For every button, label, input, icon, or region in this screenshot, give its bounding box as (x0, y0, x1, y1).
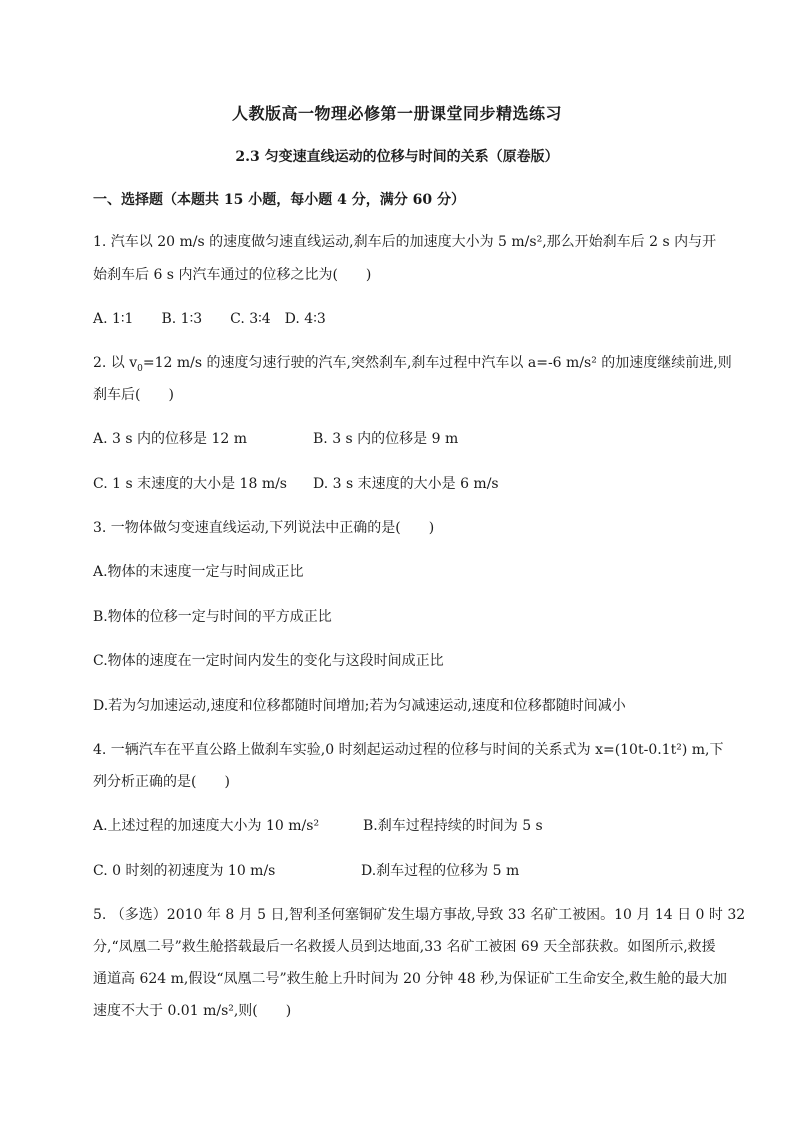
question-1-line-1: 1. 汽车以 20 m/s 的速度做匀速直线运动,刹车后的加速度大小为 5 m/s²,那么开始刹车后 2 s 内与开 (93, 234, 717, 250)
question-2-option-c: C. 1 s 末速度的大小是 18 m/s (93, 476, 287, 492)
document-subtitle: 2.3 匀变速直线运动的位移与时间的关系（原卷版） (235, 149, 559, 165)
question-2-option-d: D. 3 s 末速度的大小是 6 m/s (313, 476, 499, 492)
question-3-option-a: A.物体的末速度一定与时间成正比 (93, 564, 304, 580)
question-4-option-b: B.刹车过程持续的时间为 5 s (363, 818, 543, 834)
question-2-option-b: B. 3 s 内的位移是 9 m (313, 431, 459, 447)
question-4-option-d: D.刹车过程的位移为 5 m (361, 863, 520, 879)
section-heading: 一、选择题（本题共 15 小题，每小题 4 分，满分 60 分） (93, 192, 465, 208)
question-2-option-a: A. 3 s 内的位移是 12 m (93, 431, 247, 447)
question-5-line-1: 5. （多选）2010 年 8 月 5 日,智利圣何塞铜矿发生塌方事故,导致 33 名矿工被困。10 月 14 日 0 时 32 (93, 907, 746, 923)
question-2-line-1 (93, 353, 732, 373)
question-3-option-b: B.物体的位移一定与时间的平方成正比 (93, 609, 332, 625)
question-4-option-c: C. 0 时刻的初速度为 10 m/s (93, 863, 276, 879)
question-4-option-a: A.上述过程的加速度大小为 10 m/s² (93, 818, 320, 834)
question-1-options: A. 1∶1 B. 1∶3 C. 3∶4 D. 4∶3 (93, 311, 326, 327)
question-3-option-d: D.若为匀加速运动,速度和位移都随时间增加;若为匀减速运动,速度和位移都随时间减小 (93, 698, 626, 714)
question-2-subscript: 0 (137, 363, 143, 374)
question-5-line-2: 分,“凤凰二号”救生舱搭载最后一名救援人员到达地面,33 名矿工被困 69 天全部获救。如图所示,救援 (93, 939, 716, 955)
question-3-option-c: C.物体的速度在一定时间内发生的变化与这段时间成正比 (93, 653, 444, 669)
question-4-line-1: 4. 一辆汽车在平直公路上做刹车实验,0 时刻起运动过程的位移与时间的关系式为 x=(10t-0.1t²) m,下 (93, 742, 724, 758)
question-5-line-4: 速度不大于 0.01 m/s²,则( ) (93, 1003, 292, 1019)
question-1-line-2: 始刹车后 6 s 内汽车通过的位移之比为( ) (93, 267, 372, 283)
question-2-line-1-prefix: 2. 以 v (93, 355, 138, 371)
question-2-line-1-rest: =12 m/s 的速度匀速行驶的汽车,突然刹车,刹车过程中汽车以 a=-6 m/s² 的加速度继续前进,则 (142, 355, 732, 371)
question-4-line-2: 列分析正确的是( ) (93, 774, 230, 790)
document-title: 人教版高一物理必修第一册课堂同步精选练习 (231, 104, 562, 123)
question-2-line-2: 刹车后( ) (93, 387, 174, 403)
question-3-line-1: 3. 一物体做匀变速直线运动,下列说法中正确的是( ) (93, 520, 435, 536)
question-5-line-3: 通道高 624 m,假设“凤凰二号”救生舱上升时间为 20 分钟 48 秒,为保证矿工生命安全,救生舱的最大加 (93, 971, 727, 987)
